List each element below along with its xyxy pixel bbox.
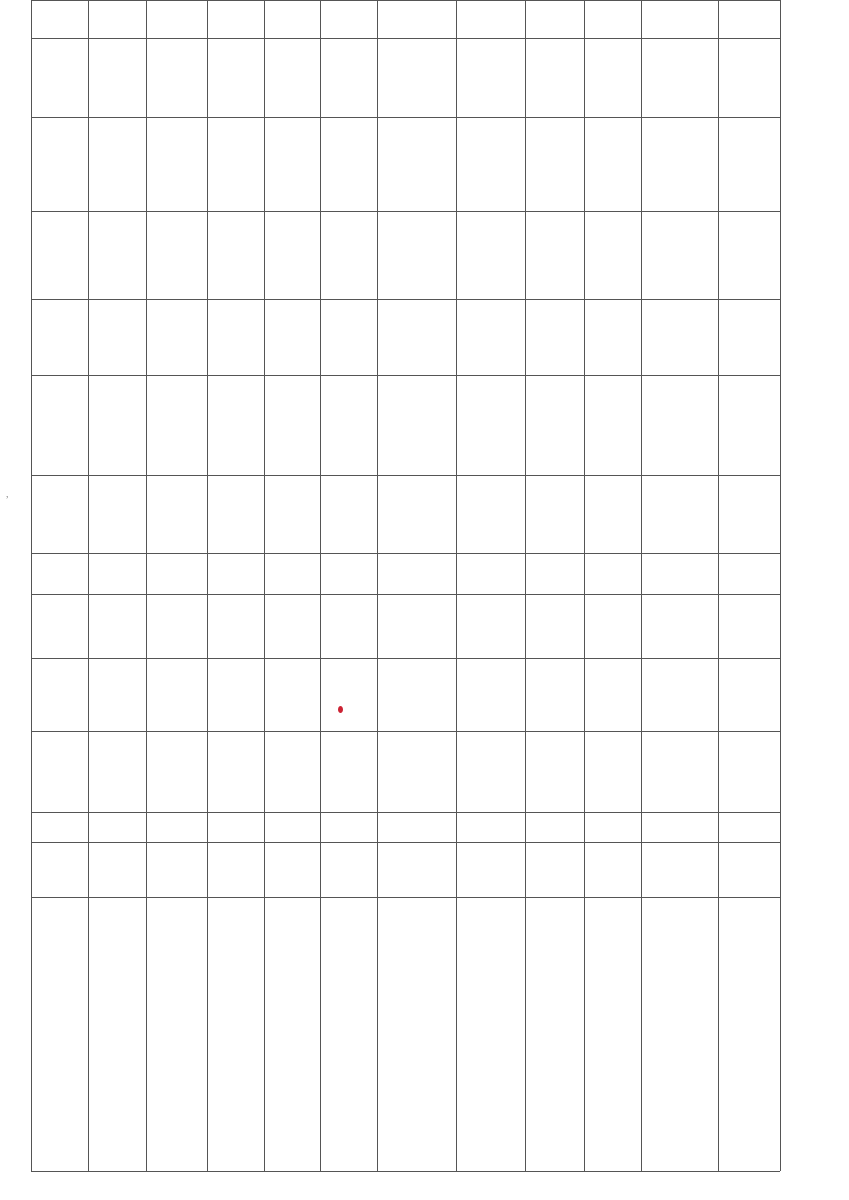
- scan-speck: ,: [6, 489, 9, 500]
- field-divider-line: [31, 812, 780, 813]
- red-ink-dot: [338, 706, 343, 713]
- field-divider-line: [31, 1171, 780, 1172]
- row-divider-line: [780, 0, 781, 1171]
- field-divider-line: [31, 117, 780, 118]
- row-divider-line: [525, 0, 526, 1171]
- row-divider-line: [456, 0, 457, 1171]
- field-divider-line: [31, 897, 780, 898]
- row-divider-line: [641, 0, 642, 1171]
- row-divider-line: [264, 0, 265, 1171]
- row-divider-line: [320, 0, 321, 1171]
- row-divider-line: [584, 0, 585, 1171]
- field-divider-line: [31, 594, 780, 595]
- field-divider-line: [31, 842, 780, 843]
- field-divider-line: [31, 658, 780, 659]
- field-divider-line: [31, 0, 780, 1]
- field-divider-line: [31, 731, 780, 732]
- field-divider-line: [31, 38, 780, 39]
- field-divider-line: [31, 475, 780, 476]
- row-divider-line: [146, 0, 147, 1171]
- row-divider-line: [207, 0, 208, 1171]
- field-divider-line: [31, 211, 780, 212]
- row-divider-line: [718, 0, 719, 1171]
- field-divider-line: [31, 553, 780, 554]
- field-divider-line: [31, 375, 780, 376]
- row-divider-line: [31, 0, 32, 1171]
- row-divider-line: [377, 0, 378, 1171]
- field-divider-line: [31, 299, 780, 300]
- row-divider-line: [88, 0, 89, 1171]
